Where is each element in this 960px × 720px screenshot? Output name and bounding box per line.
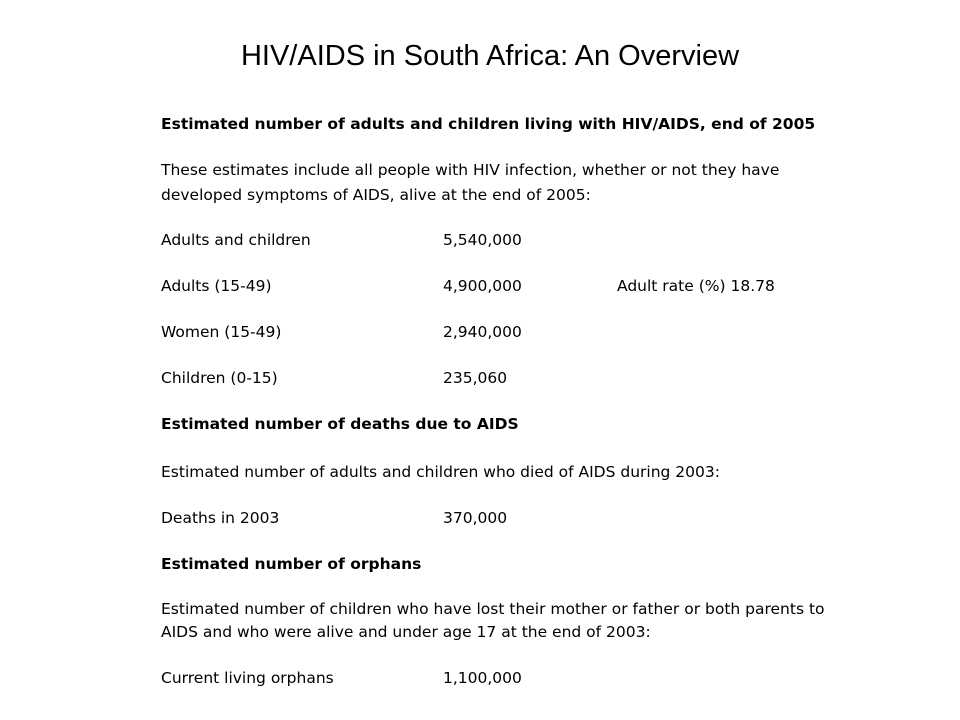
row-label-orphans: Current living orphans	[161, 669, 334, 687]
section-description-living-line1: These estimates include all people with HIV infection, whether or not they have	[161, 161, 780, 179]
section-description-orphans-line1: Estimated number of children who have lost their mother or father or both parents to	[161, 600, 825, 618]
row-label-women: Women (15-49)	[161, 323, 282, 341]
section-description-deaths: Estimated number of adults and children who died of AIDS during 2003:	[161, 463, 720, 481]
row-label-adults-and-children: Adults and children	[161, 231, 311, 249]
row-value-deaths-2003: 370,000	[443, 509, 508, 527]
section-heading-deaths: Estimated number of deaths due to AIDS	[161, 415, 519, 433]
row-value-orphans: 1,100,000	[443, 669, 522, 687]
row-value-women: 2,940,000	[443, 323, 522, 341]
row-value-adults-and-children: 5,540,000	[443, 231, 522, 249]
row-label-deaths-2003: Deaths in 2003	[161, 509, 280, 527]
adult-rate-note: Adult rate (%) 18.78	[617, 277, 775, 295]
row-label-adults: Adults (15-49)	[161, 277, 272, 295]
row-value-adults: 4,900,000	[443, 277, 522, 295]
row-label-children: Children (0-15)	[161, 369, 278, 387]
row-value-children: 235,060	[443, 369, 508, 387]
slide-title: HIV/AIDS in South Africa: An Overview	[240, 40, 740, 72]
section-description-living-line2: developed symptoms of AIDS, alive at the end of 2005:	[161, 186, 591, 204]
section-heading-orphans: Estimated number of orphans	[161, 555, 422, 573]
section-description-orphans-line2: AIDS and who were alive and under age 17 at the end of 2003:	[161, 623, 651, 641]
section-heading-living: Estimated number of adults and children living with HIV/AIDS, end of 2005	[161, 115, 816, 133]
